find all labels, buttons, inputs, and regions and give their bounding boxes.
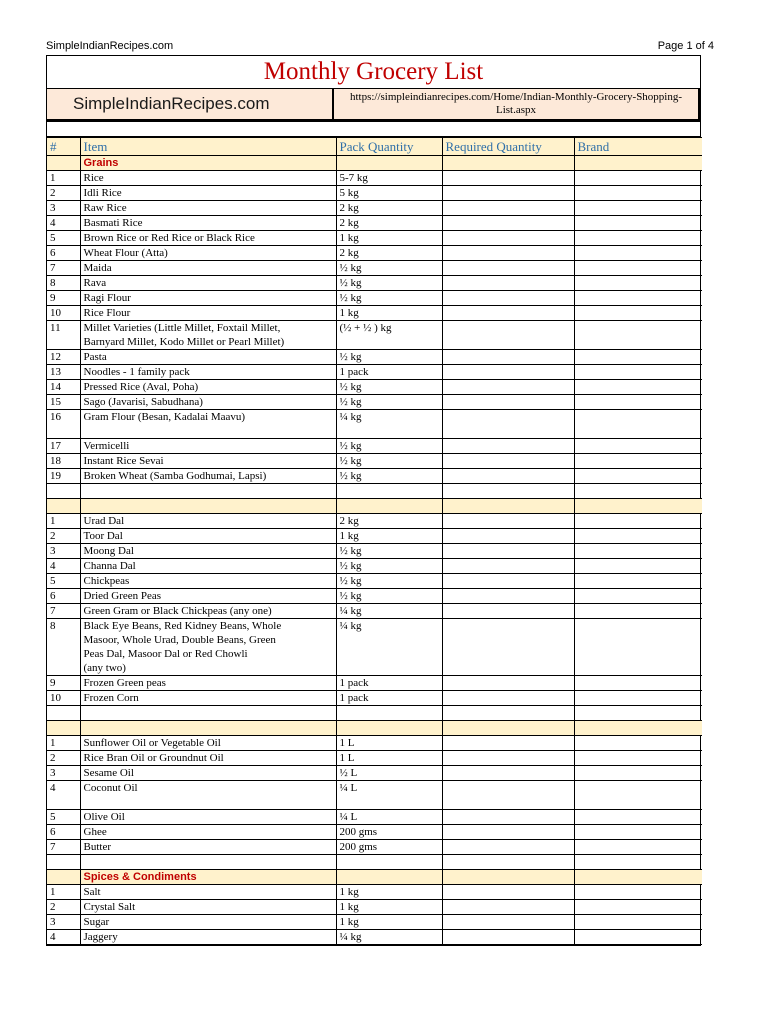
required-quantity-cell[interactable] [442, 825, 574, 840]
pack-quantity: ¼ kg [336, 619, 442, 676]
blank-cell [336, 706, 442, 721]
required-quantity-cell[interactable] [442, 276, 574, 291]
table-row [47, 514, 702, 529]
blank-cell [574, 855, 702, 870]
pack-quantity: 2 kg [336, 201, 442, 216]
item-name: Frozen Corn [80, 691, 336, 706]
brand-cell[interactable] [574, 810, 702, 825]
brand-cell[interactable] [574, 350, 702, 365]
pack-quantity: ½ kg [336, 574, 442, 589]
table-row [47, 261, 702, 276]
section-cell [574, 721, 702, 736]
pack-quantity: 1 kg [336, 529, 442, 544]
item-number: 1 [47, 736, 80, 751]
item-name: Ragi Flour [80, 291, 336, 306]
brand-cell[interactable] [574, 291, 702, 306]
item-name: Urad Dal [80, 514, 336, 529]
required-quantity-cell[interactable] [442, 529, 574, 544]
blank-cell [47, 855, 80, 870]
required-quantity-cell[interactable] [442, 171, 574, 186]
table-row [47, 276, 702, 291]
column-header-row [47, 138, 702, 156]
required-quantity-cell[interactable] [442, 321, 574, 350]
table-row [47, 171, 702, 186]
item-number: 6 [47, 246, 80, 261]
table-row [47, 574, 702, 589]
required-quantity-cell[interactable] [442, 810, 574, 825]
site-name: SimpleIndianRecipes.com [47, 89, 334, 121]
table-row [47, 781, 702, 810]
table-row [47, 691, 702, 706]
item-number: 2 [47, 529, 80, 544]
brand-cell[interactable] [574, 306, 702, 321]
section-header-row [47, 499, 702, 514]
item-number: 4 [47, 559, 80, 574]
pack-quantity: ½ kg [336, 469, 442, 484]
section-cell [47, 870, 80, 885]
item-name: Sugar [80, 915, 336, 930]
section-cell [336, 721, 442, 736]
required-quantity-cell[interactable] [442, 574, 574, 589]
item-name: Green Gram or Black Chickpeas (any one) [80, 604, 336, 619]
item-name: Butter [80, 840, 336, 855]
blank-cell [336, 855, 442, 870]
grocery-sheet [46, 55, 701, 946]
brand-cell[interactable] [574, 781, 702, 810]
required-quantity-cell[interactable] [442, 544, 574, 559]
item-name: Sunflower Oil or Vegetable Oil [80, 736, 336, 751]
item-number: 3 [47, 766, 80, 781]
item-number: 17 [47, 439, 80, 454]
table-row [47, 766, 702, 781]
brand-cell[interactable] [574, 604, 702, 619]
item-name: Basmati Rice [80, 216, 336, 231]
table-row [47, 291, 702, 306]
brand-cell[interactable] [574, 201, 702, 216]
section-cell [336, 870, 442, 885]
brand-cell[interactable] [574, 186, 702, 201]
item-name: Gram Flour (Besan, Kadalai Maavu) [80, 410, 336, 439]
item-number: 10 [47, 306, 80, 321]
required-quantity-cell[interactable] [442, 930, 574, 945]
required-quantity-cell[interactable] [442, 365, 574, 380]
spacer-row [47, 122, 700, 137]
blank-cell [442, 855, 574, 870]
pack-quantity: ½ kg [336, 350, 442, 365]
item-name: Sago (Javarisi, Sabudhana) [80, 395, 336, 410]
blank-cell [47, 484, 80, 499]
item-name: Dried Green Peas [80, 589, 336, 604]
pack-quantity: 1 kg [336, 900, 442, 915]
table-row [47, 751, 702, 766]
item-number: 2 [47, 900, 80, 915]
col-number-header: # [47, 138, 80, 156]
item-number: 5 [47, 810, 80, 825]
blank-row [47, 706, 702, 721]
brand-cell[interactable] [574, 544, 702, 559]
table-row [47, 604, 702, 619]
section-header-row [47, 721, 702, 736]
section-cell [442, 721, 574, 736]
section-cell [47, 499, 80, 514]
section-cell [442, 870, 574, 885]
pack-quantity: 1 pack [336, 676, 442, 691]
item-number: 7 [47, 604, 80, 619]
brand-cell[interactable] [574, 395, 702, 410]
brand-cell[interactable] [574, 676, 702, 691]
required-quantity-cell[interactable] [442, 885, 574, 900]
required-quantity-cell[interactable] [442, 751, 574, 766]
pack-quantity: 1 L [336, 736, 442, 751]
required-quantity-cell[interactable] [442, 201, 574, 216]
brand-cell[interactable] [574, 514, 702, 529]
table-row [47, 544, 702, 559]
item-number: 9 [47, 676, 80, 691]
brand-cell[interactable] [574, 825, 702, 840]
required-quantity-cell[interactable] [442, 261, 574, 276]
col-required-header: Required Quantity [442, 138, 574, 156]
table-row [47, 840, 702, 855]
pack-quantity: 1 pack [336, 365, 442, 380]
table-row [47, 395, 702, 410]
table-row [47, 915, 702, 930]
item-name: Raw Rice [80, 201, 336, 216]
pack-quantity: ¼ kg [336, 410, 442, 439]
item-name: Coconut Oil [80, 781, 336, 810]
brand-cell[interactable] [574, 365, 702, 380]
required-quantity-cell[interactable] [442, 900, 574, 915]
brand-cell[interactable] [574, 231, 702, 246]
pack-quantity: 1 kg [336, 306, 442, 321]
item-name: Ghee [80, 825, 336, 840]
item-number: 2 [47, 751, 80, 766]
item-number: 8 [47, 619, 80, 676]
item-number: 10 [47, 691, 80, 706]
section-header-row [47, 156, 702, 171]
table-row [47, 216, 702, 231]
required-quantity-cell[interactable] [442, 559, 574, 574]
brand-cell[interactable] [574, 246, 702, 261]
blank-cell [47, 706, 80, 721]
pack-quantity: 1 L [336, 751, 442, 766]
required-quantity-cell[interactable] [442, 291, 574, 306]
required-quantity-cell[interactable] [442, 676, 574, 691]
brand-cell[interactable] [574, 840, 702, 855]
section-name: Spices & Condiments [80, 870, 336, 885]
brand-cell[interactable] [574, 559, 702, 574]
table-row [47, 321, 702, 350]
item-name: Noodles - 1 family pack [80, 365, 336, 380]
item-number: 15 [47, 395, 80, 410]
pack-quantity: (½ + ½ ) kg [336, 321, 442, 350]
site-banner [47, 89, 700, 122]
table-row [47, 736, 702, 751]
pack-quantity: 200 gms [336, 840, 442, 855]
section-cell [442, 499, 574, 514]
item-name: Rice Bran Oil or Groundnut Oil [80, 751, 336, 766]
blank-cell [442, 706, 574, 721]
brand-cell[interactable] [574, 766, 702, 781]
running-header-site: SimpleIndianRecipes.com [46, 40, 174, 52]
grocery-table [47, 137, 702, 945]
brand-cell[interactable] [574, 691, 702, 706]
item-name: Moong Dal [80, 544, 336, 559]
item-name: Frozen Green peas [80, 676, 336, 691]
required-quantity-cell[interactable] [442, 604, 574, 619]
pack-quantity: ¼ L [336, 810, 442, 825]
table-row [47, 306, 702, 321]
blank-cell [80, 484, 336, 499]
table-row [47, 231, 702, 246]
required-quantity-cell[interactable] [442, 395, 574, 410]
brand-cell[interactable] [574, 454, 702, 469]
table-row [47, 365, 702, 380]
brand-cell[interactable] [574, 751, 702, 766]
item-name: Black Eye Beans, Red Kidney Beans, Whole Masoor, Whole Urad, Double Beans, Green Peas Dal, Masoor Dal or Red Chowli (any two) [80, 619, 336, 676]
required-quantity-cell[interactable] [442, 380, 574, 395]
brand-cell[interactable] [574, 469, 702, 484]
blank-cell [574, 706, 702, 721]
table-row [47, 619, 702, 676]
table-row [47, 529, 702, 544]
pack-quantity: ½ kg [336, 454, 442, 469]
brand-cell[interactable] [574, 321, 702, 350]
section-header-row [47, 870, 702, 885]
brand-cell[interactable] [574, 529, 702, 544]
item-number: 5 [47, 231, 80, 246]
item-name: Rava [80, 276, 336, 291]
pack-quantity: 2 kg [336, 514, 442, 529]
required-quantity-cell[interactable] [442, 840, 574, 855]
section-cell [574, 499, 702, 514]
brand-cell[interactable] [574, 410, 702, 439]
section-cell [442, 156, 574, 171]
section-name [80, 499, 336, 514]
item-name: Rice Flour [80, 306, 336, 321]
pack-quantity: 2 kg [336, 246, 442, 261]
required-quantity-cell[interactable] [442, 469, 574, 484]
required-quantity-cell[interactable] [442, 186, 574, 201]
item-number: 3 [47, 915, 80, 930]
table-row [47, 900, 702, 915]
item-name: Salt [80, 885, 336, 900]
pack-quantity: 1 pack [336, 691, 442, 706]
required-quantity-cell[interactable] [442, 231, 574, 246]
brand-cell[interactable] [574, 885, 702, 900]
brand-cell[interactable] [574, 276, 702, 291]
pack-quantity: ½ kg [336, 589, 442, 604]
brand-cell[interactable] [574, 736, 702, 751]
item-number: 3 [47, 201, 80, 216]
item-number: 16 [47, 410, 80, 439]
item-number: 7 [47, 840, 80, 855]
required-quantity-cell[interactable] [442, 514, 574, 529]
brand-cell[interactable] [574, 930, 702, 945]
brand-cell[interactable] [574, 574, 702, 589]
item-name: Toor Dal [80, 529, 336, 544]
item-number: 6 [47, 825, 80, 840]
table-row [47, 439, 702, 454]
required-quantity-cell[interactable] [442, 246, 574, 261]
item-number: 11 [47, 321, 80, 350]
brand-cell[interactable] [574, 619, 702, 676]
pack-quantity: 1 kg [336, 231, 442, 246]
table-row [47, 885, 702, 900]
required-quantity-cell[interactable] [442, 454, 574, 469]
required-quantity-cell[interactable] [442, 766, 574, 781]
item-number: 14 [47, 380, 80, 395]
item-name: Vermicelli [80, 439, 336, 454]
blank-cell [336, 484, 442, 499]
brand-cell[interactable] [574, 915, 702, 930]
table-row [47, 380, 702, 395]
pack-quantity: ½ kg [336, 261, 442, 276]
section-cell [336, 156, 442, 171]
brand-cell[interactable] [574, 900, 702, 915]
brand-cell[interactable] [574, 589, 702, 604]
item-number: 5 [47, 574, 80, 589]
required-quantity-cell[interactable] [442, 439, 574, 454]
required-quantity-cell[interactable] [442, 691, 574, 706]
item-number: 9 [47, 291, 80, 306]
pack-quantity: 1 kg [336, 885, 442, 900]
pack-quantity: 200 gms [336, 825, 442, 840]
item-name: Broken Wheat (Samba Godhumai, Lapsi) [80, 469, 336, 484]
required-quantity-cell[interactable] [442, 306, 574, 321]
required-quantity-cell[interactable] [442, 736, 574, 751]
item-name: Maida [80, 261, 336, 276]
pack-quantity: 5-7 kg [336, 171, 442, 186]
pack-quantity: ½ kg [336, 291, 442, 306]
table-row [47, 186, 702, 201]
brand-cell[interactable] [574, 216, 702, 231]
item-name: Jaggery [80, 930, 336, 945]
item-name: Olive Oil [80, 810, 336, 825]
section-cell [47, 156, 80, 171]
item-number: 1 [47, 885, 80, 900]
table-row [47, 559, 702, 574]
pack-quantity: ¼ kg [336, 604, 442, 619]
required-quantity-cell[interactable] [442, 350, 574, 365]
pack-quantity: ½ kg [336, 395, 442, 410]
item-number: 6 [47, 589, 80, 604]
blank-cell [574, 484, 702, 499]
table-row [47, 410, 702, 439]
required-quantity-cell[interactable] [442, 410, 574, 439]
page-title: Monthly Grocery List [47, 56, 700, 89]
section-name: Grains [80, 156, 336, 171]
item-number: 18 [47, 454, 80, 469]
brand-cell[interactable] [574, 261, 702, 276]
item-number: 13 [47, 365, 80, 380]
section-cell [47, 721, 80, 736]
item-number: 7 [47, 261, 80, 276]
col-item-header: Item [80, 138, 336, 156]
section-cell [574, 870, 702, 885]
item-number: 19 [47, 469, 80, 484]
item-name: Brown Rice or Red Rice or Black Rice [80, 231, 336, 246]
page-number: Page 1 of 4 [657, 40, 714, 52]
item-number: 2 [47, 186, 80, 201]
pack-quantity: ½ kg [336, 439, 442, 454]
table-row [47, 825, 702, 840]
item-number: 12 [47, 350, 80, 365]
table-row [47, 930, 702, 945]
brand-cell[interactable] [574, 439, 702, 454]
item-name: Idli Rice [80, 186, 336, 201]
table-row [47, 676, 702, 691]
table-row [47, 454, 702, 469]
item-name: Channa Dal [80, 559, 336, 574]
pack-quantity: ½ L [336, 766, 442, 781]
item-name: Sesame Oil [80, 766, 336, 781]
blank-row [47, 855, 702, 870]
table-row [47, 810, 702, 825]
blank-cell [442, 484, 574, 499]
section-name [80, 721, 336, 736]
required-quantity-cell[interactable] [442, 915, 574, 930]
pack-quantity: ¼ L [336, 781, 442, 810]
item-name: Wheat Flour (Atta) [80, 246, 336, 261]
blank-cell [80, 855, 336, 870]
table-row [47, 201, 702, 216]
required-quantity-cell[interactable] [442, 216, 574, 231]
item-number: 4 [47, 930, 80, 945]
pack-quantity: ½ kg [336, 276, 442, 291]
item-number: 1 [47, 171, 80, 186]
pack-quantity: ½ kg [336, 544, 442, 559]
site-url-link[interactable]: https://simpleindianrecipes.com/Home/Indian-Monthly-Grocery-Shopping-List.aspx [334, 89, 700, 121]
pack-quantity: ¼ kg [336, 930, 442, 945]
item-name: Pasta [80, 350, 336, 365]
pack-quantity: 5 kg [336, 186, 442, 201]
item-number: 4 [47, 216, 80, 231]
table-row [47, 246, 702, 261]
required-quantity-cell[interactable] [442, 589, 574, 604]
blank-cell [80, 706, 336, 721]
pack-quantity: ½ kg [336, 380, 442, 395]
section-cell [574, 156, 702, 171]
item-name: Crystal Salt [80, 900, 336, 915]
col-pack-header: Pack Quantity [336, 138, 442, 156]
item-name: Instant Rice Sevai [80, 454, 336, 469]
item-number: 1 [47, 514, 80, 529]
pack-quantity: 2 kg [336, 216, 442, 231]
item-number: 3 [47, 544, 80, 559]
brand-cell[interactable] [574, 171, 702, 186]
pack-quantity: 1 kg [336, 915, 442, 930]
item-name: Chickpeas [80, 574, 336, 589]
required-quantity-cell[interactable] [442, 781, 574, 810]
blank-row [47, 484, 702, 499]
table-row [47, 469, 702, 484]
item-name: Pressed Rice (Aval, Poha) [80, 380, 336, 395]
brand-cell[interactable] [574, 380, 702, 395]
item-number: 8 [47, 276, 80, 291]
table-row [47, 350, 702, 365]
item-name: Millet Varieties (Little Millet, Foxtail Millet, Barnyard Millet, Kodo Millet or Pearl Millet) [80, 321, 336, 350]
required-quantity-cell[interactable] [442, 619, 574, 676]
item-name: Rice [80, 171, 336, 186]
col-brand-header: Brand [574, 138, 702, 156]
table-row [47, 589, 702, 604]
section-cell [336, 499, 442, 514]
pack-quantity: ½ kg [336, 559, 442, 574]
item-number: 4 [47, 781, 80, 810]
